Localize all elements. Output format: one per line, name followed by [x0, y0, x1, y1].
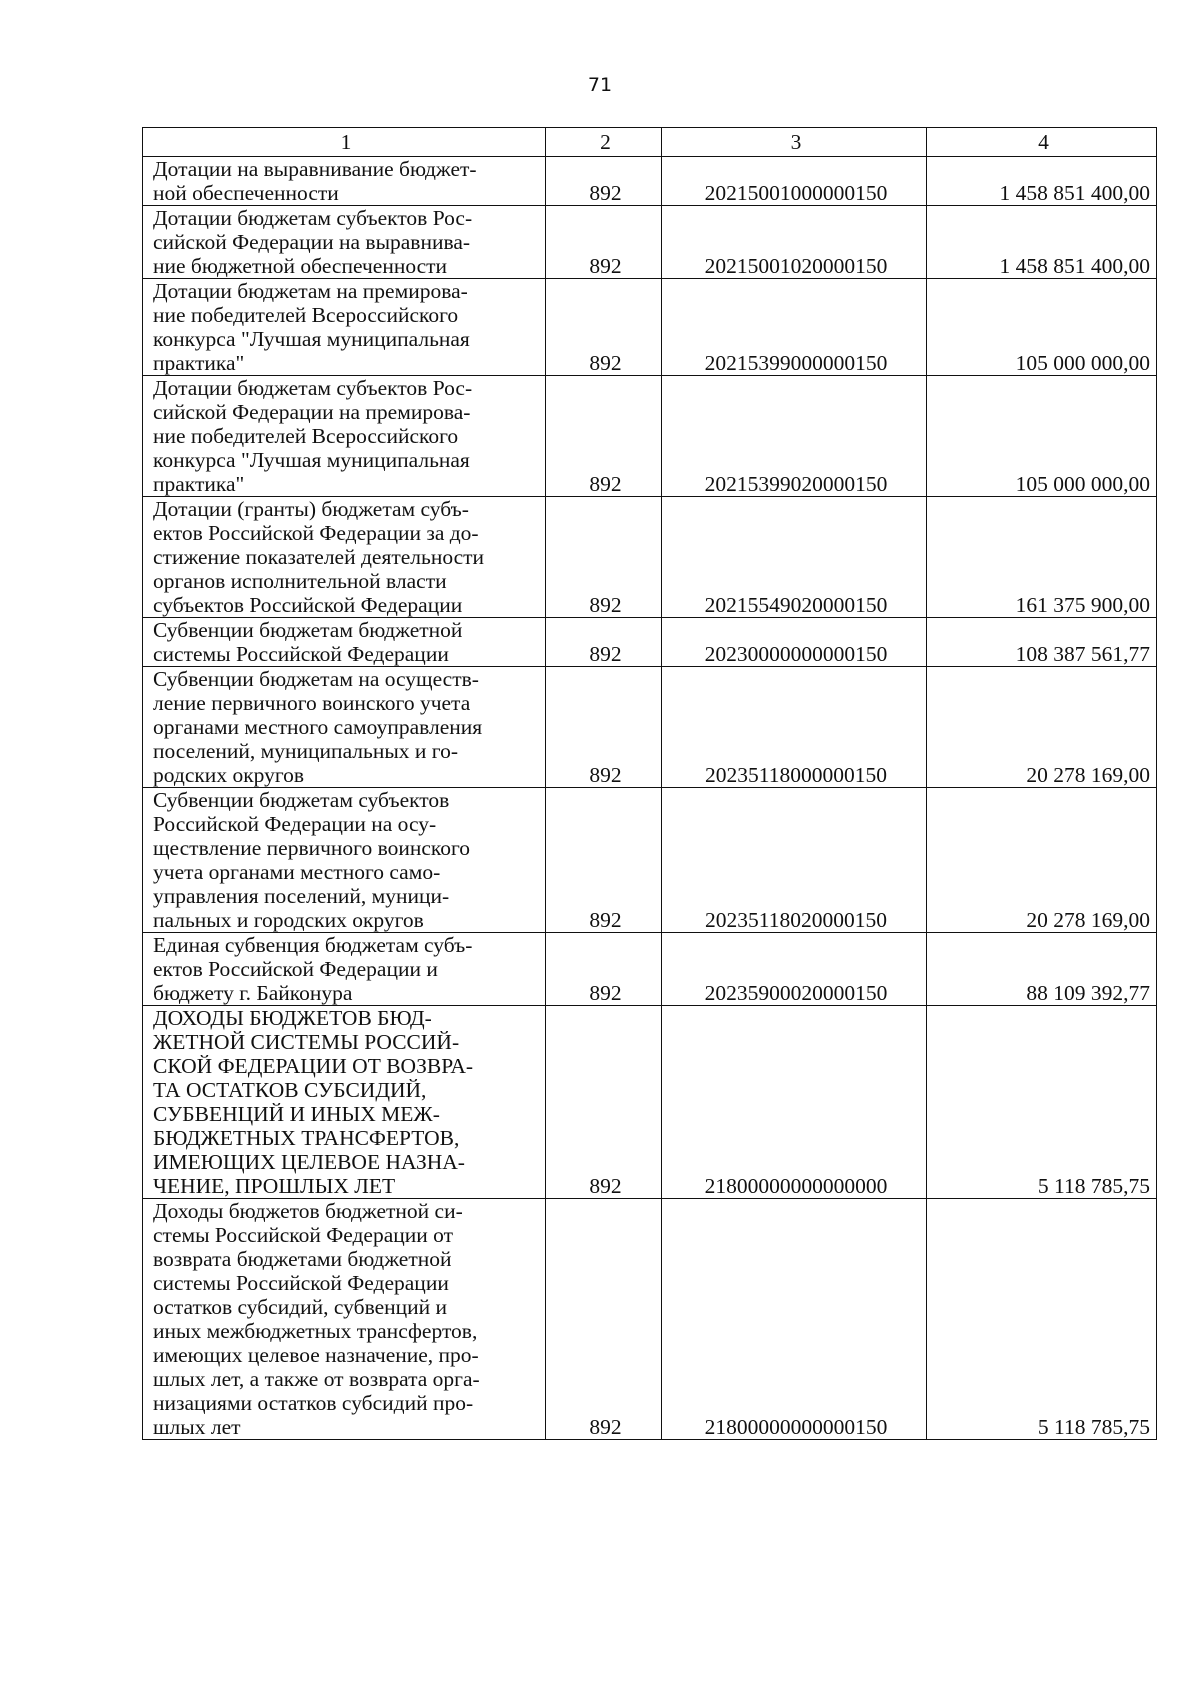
revenue-name-line: Российской Федерации на осу-: [153, 812, 437, 836]
revenue-name-line: ектов Российской Федерации за до-: [153, 521, 479, 545]
revenue-name-line: шлых лет: [153, 1415, 241, 1439]
budget-revenue-table: [142, 127, 1157, 1440]
revenue-name-line: бюджету г. Байконура: [153, 981, 353, 1005]
table-row: [143, 206, 1157, 279]
budget-classification-code-cell: 20235118000000150: [662, 667, 927, 788]
revenue-name-line: шлых лет, а также от возврата орга-: [153, 1367, 480, 1391]
amount-cell: 1 458 851 400,00: [927, 157, 1157, 206]
budget-classification-code-cell: 20235118020000150: [662, 788, 927, 933]
revenue-name-line: учета органами местного само-: [153, 860, 441, 884]
budget-classification-code-cell: 21800000000000150: [662, 1199, 927, 1440]
amount-cell: 88 109 392,77: [927, 933, 1157, 1006]
revenue-name-cell: [143, 618, 546, 667]
amount-cell: 20 278 169,00: [927, 788, 1157, 933]
revenue-name-cell: [143, 1006, 546, 1199]
revenue-name-cell: [143, 667, 546, 788]
revenue-name-line: сийской Федерации на выравнива-: [153, 230, 471, 254]
revenue-name-cell: [143, 279, 546, 376]
revenue-name-line: управления поселений, муници-: [153, 884, 450, 908]
revenue-name-line: ществление первичного воинского: [153, 836, 471, 860]
admin-code-cell: 892: [546, 157, 662, 206]
revenue-name-line: Субвенции бюджетам на осуществ-: [153, 667, 479, 691]
revenue-name-line: конкурса "Лучшая муниципальная: [153, 448, 470, 472]
revenue-name-line: органов исполнительной власти: [153, 569, 447, 593]
admin-code-cell: 892: [546, 933, 662, 1006]
admin-code-cell: 892: [546, 206, 662, 279]
revenue-name-line: Субвенции бюджетам субъектов: [153, 788, 450, 812]
budget-classification-code-cell: 20215399020000150: [662, 376, 927, 497]
header-col-1: 1: [143, 128, 546, 157]
revenue-name-cell: [143, 933, 546, 1006]
revenue-name-line: Дотации бюджетам субъектов Рос-: [153, 206, 473, 230]
revenue-name-line: ДОХОДЫ БЮДЖЕТОВ БЮД-: [153, 1006, 432, 1030]
revenue-name-line: конкурса "Лучшая муниципальная: [153, 327, 470, 351]
revenue-name-line: ление первичного воинского учета: [153, 691, 471, 715]
amount-cell: 161 375 900,00: [927, 497, 1157, 618]
revenue-name-line: стижение показателей деятельности: [153, 545, 485, 569]
table-row: [143, 667, 1157, 788]
revenue-name-line: органами местного самоуправления: [153, 715, 483, 739]
amount-cell: 1 458 851 400,00: [927, 206, 1157, 279]
revenue-name-line: ектов Российской Федерации и: [153, 957, 438, 981]
revenue-name-line: практика": [153, 472, 245, 496]
amount-cell: 5 118 785,75: [927, 1006, 1157, 1199]
revenue-name-line: ние победителей Всероссийского: [153, 424, 459, 448]
budget-classification-code-cell: 20215001000000150: [662, 157, 927, 206]
table-row: [143, 1199, 1157, 1440]
revenue-name-line: ной обеспеченности: [153, 181, 339, 205]
table-header-row: [143, 128, 1157, 157]
revenue-name-line: субъектов Российской Федерации: [153, 593, 463, 617]
admin-code-cell: 892: [546, 788, 662, 933]
revenue-name-line: практика": [153, 351, 245, 375]
revenue-name-line: ЖЕТНОЙ СИСТЕМЫ РОССИЙ-: [153, 1030, 460, 1054]
budget-classification-code-cell: 20230000000000150: [662, 618, 927, 667]
table-row: [143, 1006, 1157, 1199]
amount-cell: 5 118 785,75: [927, 1199, 1157, 1440]
revenue-name-cell: [143, 206, 546, 279]
admin-code-cell: 892: [546, 1199, 662, 1440]
table-body: [143, 157, 1157, 1440]
admin-code-cell: 892: [546, 279, 662, 376]
table-row: [143, 157, 1157, 206]
revenue-name-line: сийской Федерации на премирова-: [153, 400, 471, 424]
admin-code-cell: 892: [546, 618, 662, 667]
revenue-name-line: ние победителей Всероссийского: [153, 303, 459, 327]
revenue-name-cell: [143, 1199, 546, 1440]
amount-cell: 20 278 169,00: [927, 667, 1157, 788]
revenue-name-line: пальных и городских округов: [153, 908, 424, 932]
table-row: [143, 376, 1157, 497]
revenue-name-line: ние бюджетной обеспеченности: [153, 254, 448, 278]
budget-classification-code-cell: 21800000000000000: [662, 1006, 927, 1199]
revenue-name-line: Дотации на выравнивание бюджет-: [153, 157, 477, 181]
table-row: [143, 933, 1157, 1006]
header-col-4: 4: [927, 128, 1157, 157]
page-number: 71: [587, 74, 613, 96]
revenue-name-line: поселений, муниципальных и го-: [153, 739, 458, 763]
revenue-name-line: Единая субвенция бюджетам субъ-: [153, 933, 473, 957]
revenue-name-line: Дотации бюджетам на премирова-: [153, 279, 468, 303]
table-row: [143, 788, 1157, 933]
revenue-name-line: ТА ОСТАТКОВ СУБСИДИЙ,: [153, 1078, 427, 1102]
revenue-name-cell: [143, 157, 546, 206]
admin-code-cell: 892: [546, 1006, 662, 1199]
revenue-name-line: СКОЙ ФЕДЕРАЦИИ ОТ ВОЗВРА-: [153, 1054, 474, 1078]
revenue-name-line: БЮДЖЕТНЫХ ТРАНСФЕРТОВ,: [153, 1126, 460, 1150]
revenue-name-line: ЧЕНИЕ, ПРОШЛЫХ ЛЕТ: [153, 1174, 396, 1198]
table-row: [143, 497, 1157, 618]
revenue-name-line: возврата бюджетами бюджетной: [153, 1247, 452, 1271]
revenue-name-line: системы Российской Федерации: [153, 1271, 449, 1295]
admin-code-cell: 892: [546, 376, 662, 497]
budget-classification-code-cell: 20215549020000150: [662, 497, 927, 618]
table-row: [143, 618, 1157, 667]
revenue-name-line: Субвенции бюджетам бюджетной: [153, 618, 463, 642]
revenue-name-line: Дотации (гранты) бюджетам субъ-: [153, 497, 469, 521]
revenue-name-line: иных межбюджетных трансфертов,: [153, 1319, 478, 1343]
revenue-name-line: Доходы бюджетов бюджетной си-: [153, 1199, 463, 1223]
revenue-name-line: СУБВЕНЦИЙ И ИНЫХ МЕЖ-: [153, 1102, 440, 1126]
revenue-name-cell: [143, 376, 546, 497]
header-col-3: 3: [662, 128, 927, 157]
revenue-name-line: родских округов: [153, 763, 305, 787]
amount-cell: 108 387 561,77: [927, 618, 1157, 667]
revenue-name-line: низациями остатков субсидий про-: [153, 1391, 474, 1415]
budget-classification-code-cell: 20215399000000150: [662, 279, 927, 376]
amount-cell: 105 000 000,00: [927, 279, 1157, 376]
table-row: [143, 279, 1157, 376]
revenue-name-cell: [143, 497, 546, 618]
admin-code-cell: 892: [546, 667, 662, 788]
revenue-name-line: ИМЕЮЩИХ ЦЕЛЕВОЕ НАЗНА-: [153, 1150, 465, 1174]
budget-classification-code-cell: 20235900020000150: [662, 933, 927, 1006]
revenue-name-line: имеющих целевое назначение, про-: [153, 1343, 479, 1367]
revenue-name-line: стемы Российской Федерации от: [153, 1223, 454, 1247]
revenue-name-cell: [143, 788, 546, 933]
admin-code-cell: 892: [546, 497, 662, 618]
revenue-name-line: остатков субсидий, субвенций и: [153, 1295, 448, 1319]
amount-cell: 105 000 000,00: [927, 376, 1157, 497]
budget-classification-code-cell: 20215001020000150: [662, 206, 927, 279]
header-col-2: 2: [546, 128, 662, 157]
revenue-name-line: системы Российской Федерации: [153, 642, 449, 666]
revenue-name-line: Дотации бюджетам субъектов Рос-: [153, 376, 473, 400]
